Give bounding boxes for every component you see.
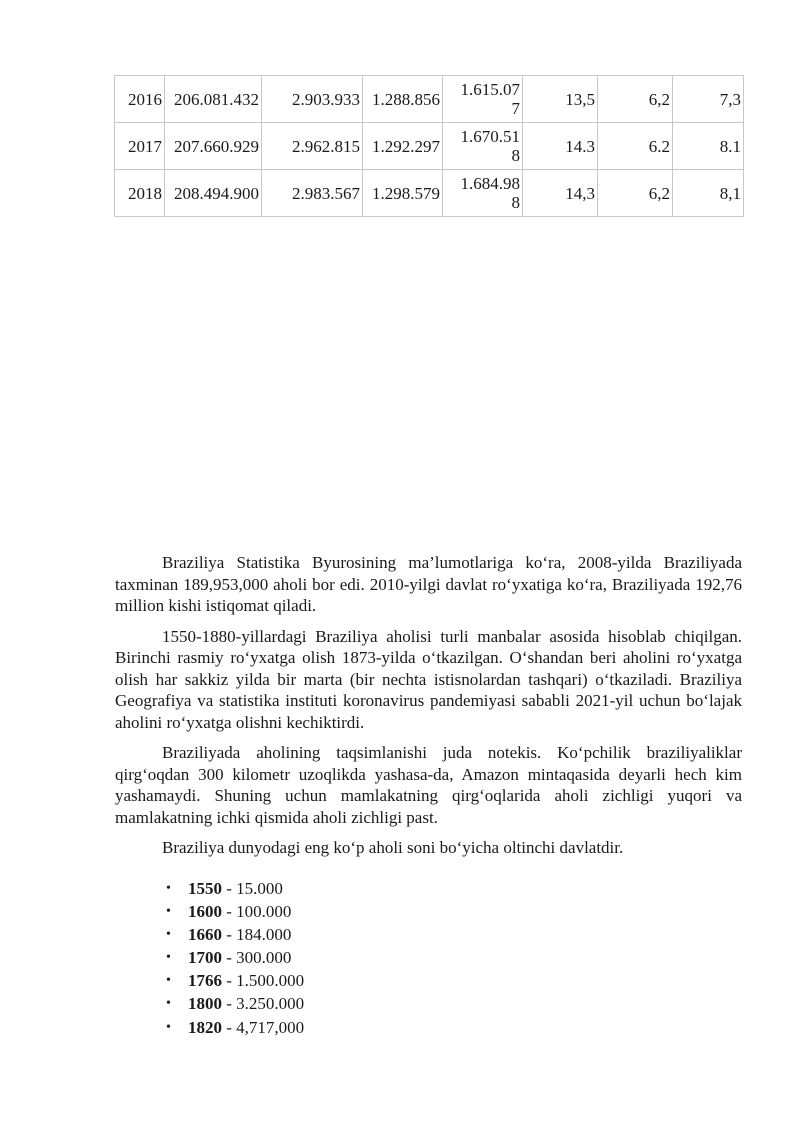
- list-item: [115, 1016, 742, 1039]
- list-item-year: 1766: [188, 971, 222, 991]
- population-stats-table: [114, 75, 744, 217]
- list-item: [115, 877, 742, 900]
- bullet-icon: •: [166, 950, 171, 966]
- table-cell: 8.1: [673, 123, 744, 170]
- table-cell: [443, 76, 523, 123]
- table-cell: 13,5: [523, 76, 598, 123]
- table-cell: 208.494.900: [165, 170, 262, 217]
- cell-line: 8: [511, 193, 520, 212]
- list-item-value: - 3.250.000: [222, 994, 305, 1014]
- table-cell: 8,1: [673, 170, 744, 217]
- list-item-value: - 100.000: [222, 901, 292, 921]
- table-row: [115, 76, 744, 123]
- list-item-value: - 300.000: [222, 948, 292, 968]
- table-cell: 1.288.856: [363, 76, 443, 123]
- list-item-year: 1800: [188, 994, 222, 1014]
- list-item-year: 1600: [188, 901, 222, 921]
- list-item-value: - 15.000: [222, 878, 283, 898]
- paragraph: 1550-1880-yillardagi Braziliya aholisi turli manbalar asosida hisoblab chiqilgan. Birinchi rasmiy ro‘yxatga olish 1873-yilda o‘tkazilgan. O‘shandan beri aholini ro‘yxatga olish har sakkiz yilda bir marta (bir nechta istisnolardan tashqari) o‘tkaziladi. Braziliya Geografiya va statistika instituti koronavirus pandemiyasi sababli 2021-yil uchun bo‘lajak aholini ro‘yxatga olishni kechiktirdi.: [115, 626, 742, 732]
- table-row: [115, 170, 744, 217]
- list-item-year: 1660: [188, 924, 222, 944]
- table-cell: 6,2: [598, 76, 673, 123]
- bullet-icon: •: [166, 880, 171, 896]
- table-cell: 206.081.432: [165, 76, 262, 123]
- table-cell: 6.2: [598, 123, 673, 170]
- table-cell: 14,3: [523, 170, 598, 217]
- table-cell: 1.292.297: [363, 123, 443, 170]
- table-cell-year: 2016: [115, 76, 165, 123]
- table-cell: [443, 170, 523, 217]
- bullet-icon: •: [166, 1019, 171, 1035]
- table-cell: 2.983.567: [262, 170, 363, 217]
- list-item: [115, 946, 742, 969]
- cell-line: 1.615.07: [460, 80, 520, 99]
- table-cell: 2.962.815: [262, 123, 363, 170]
- list-item-year: 1550: [188, 878, 222, 898]
- list-item-year: 1700: [188, 948, 222, 968]
- list-item: [115, 969, 742, 992]
- cell-line: 1.670.51: [460, 127, 520, 146]
- table-cell-year: 2018: [115, 170, 165, 217]
- list-item: [115, 992, 742, 1015]
- list-item-value: - 4,717,000: [222, 1017, 305, 1037]
- population-history-list: [115, 877, 742, 1039]
- paragraph: Braziliya Statistika Byurosining ma’lumotlariga ko‘ra, 2008-yilda Braziliyada taxminan 189,953,000 aholi bor edi. 2010-yilgi davlat ro‘yxatiga ko‘ra, Braziliyada 192,76 million kishi istiqomat qiladi.: [115, 553, 742, 615]
- cell-line: 1.684.98: [460, 174, 520, 193]
- table-cell: 1.298.579: [363, 170, 443, 217]
- paragraph: Braziliyada aholining taqsimlanishi juda notekis. Ko‘pchilik braziliyaliklar qirg‘oqdan 300 kilometr uzoqlikda yashasa-da, Amazon mintaqasida deyarli hech kim yashamaydi. Shuning uchun mamlakatning qirg‘oqlarida aholi zichligi yuqori va mamlakatning ichki qismida aholi zichligi past.: [115, 743, 742, 827]
- cell-line: 7: [511, 99, 520, 118]
- cell-line: 8: [511, 146, 520, 165]
- list-item-year: 1820: [188, 1017, 222, 1037]
- table-cell: [443, 123, 523, 170]
- bullet-icon: •: [166, 973, 171, 989]
- table-cell: 14.3: [523, 123, 598, 170]
- list-item: [115, 923, 742, 946]
- list-item: [115, 900, 742, 923]
- table-cell: 2.903.933: [262, 76, 363, 123]
- bullet-icon: •: [166, 903, 171, 919]
- table-row: [115, 123, 744, 170]
- list-item-value: - 184.000: [222, 924, 292, 944]
- paragraph: Braziliya dunyodagi eng ko‘p aholi soni bo‘yicha oltinchi davlatdir.: [162, 838, 624, 857]
- table-cell: 7,3: [673, 76, 744, 123]
- table-cell-year: 2017: [115, 123, 165, 170]
- bullet-icon: •: [166, 926, 171, 942]
- body-text: [115, 552, 742, 1039]
- table-cell: 6,2: [598, 170, 673, 217]
- bullet-icon: •: [166, 996, 171, 1012]
- table-cell: 207.660.929: [165, 123, 262, 170]
- list-item-value: - 1.500.000: [222, 971, 305, 991]
